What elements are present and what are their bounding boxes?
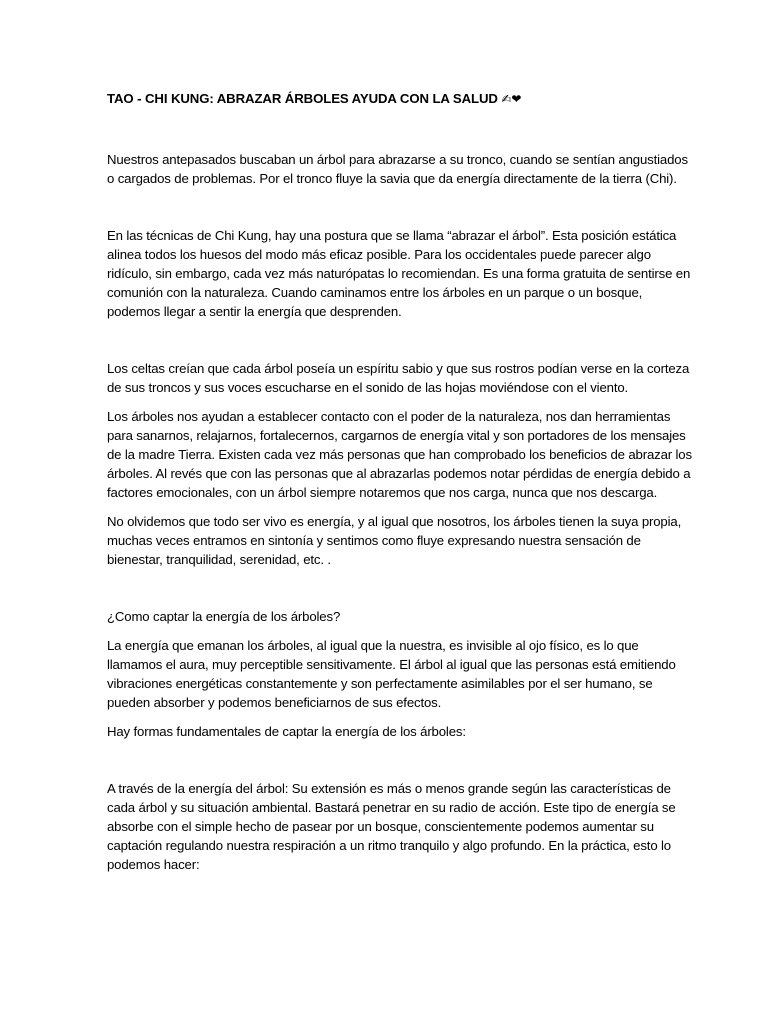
paragraph-3: Los celtas creían que cada árbol poseía un espíritu sabio y que sus rostros podían verse en la corteza de sus troncos y sus voces escucharse en el sonido de las hojas moviéndose con el viento. [107,361,690,395]
paragraph-6: La energía que emanan los árboles, al igual que la nuestra, es invisible al ojo físico, es lo que llamamos el aura, muy perceptible sensitivamente. El árbol al igual que las personas está emitiendo vibraciones energéticas constantemente y son perfectamente asimilables por el ser humano, se pueden absorber y podemos beneficiarnos de sus efectos. [107,638,676,710]
document-page [107,90,692,874]
paragraph-4: Los árboles nos ayudan a establecer contacto con el poder de la naturaleza, nos dan herramientas para sanarnos, relajarnos, fortalecernos, cargarnos de energía vital y son portadores de los mensajes de la madre Tierra. Existen cada vez más personas que han comprobado los beneficios de abrazar los árboles. Al revés que con las personas que al abrazarlas podemos notar pérdidas de energía debido a factores emocionales, con un árbol siempre notaremos que nos carga, nunca que nos descarga. [107,409,692,500]
paragraph-7: Hay formas fundamentales de captar la energía de los árboles: [107,724,466,739]
document-title [107,90,692,108]
writing-hand-heart-icon: ✍❤ [501,92,522,106]
paragraph-2: En las técnicas de Chi Kung, hay una postura que se llama “abrazar el árbol”. Esta posición estática alinea todos los huesos del modo más eficaz posible. Para los occidentales puede parecer algo ridículo, sin embargo, cada vez más naturópatas lo recomiendan. Es una forma gratuita de sentirse en comunión con la naturaleza. Cuando caminamos entre los árboles en un parque o un bosque, podemos llegar a sentir la energía que desprenden. [107,228,691,319]
document-title-text: TAO - CHI KUNG: ABRAZAR ÁRBOLES AYUDA CON LA SALUD [107,91,498,106]
paragraph-8: A través de la energía del árbol: Su extensión es más o menos grande según las características de cada árbol y su situación ambiental. Bastará penetrar en su radio de acción. Este tipo de energía se absorbe con el simple hecho de pasear por un bosque, conscientemente podemos aumentar su captación regulando nuestra respiración a un ritmo tranquilo y algo profundo. En la práctica, esto lo podemos hacer: [107,781,676,872]
paragraph-1: Nuestros antepasados buscaban un árbol para abrazarse a su tronco, cuando se sentían angustiados o cargados de problemas. Por el tronco fluye la savia que da energía directamente de la tierra (Chi). [107,152,688,186]
paragraph-5: No olvidemos que todo ser vivo es energía, y al igual que nosotros, los árboles tienen la suya propia, muchas veces entramos en sintonía y sentimos como fluye expresando nuestra sensación de bienestar, tranquilidad, serenidad, etc. . [107,514,682,567]
section-heading: ¿Como captar la energía de los árboles? [107,609,341,624]
